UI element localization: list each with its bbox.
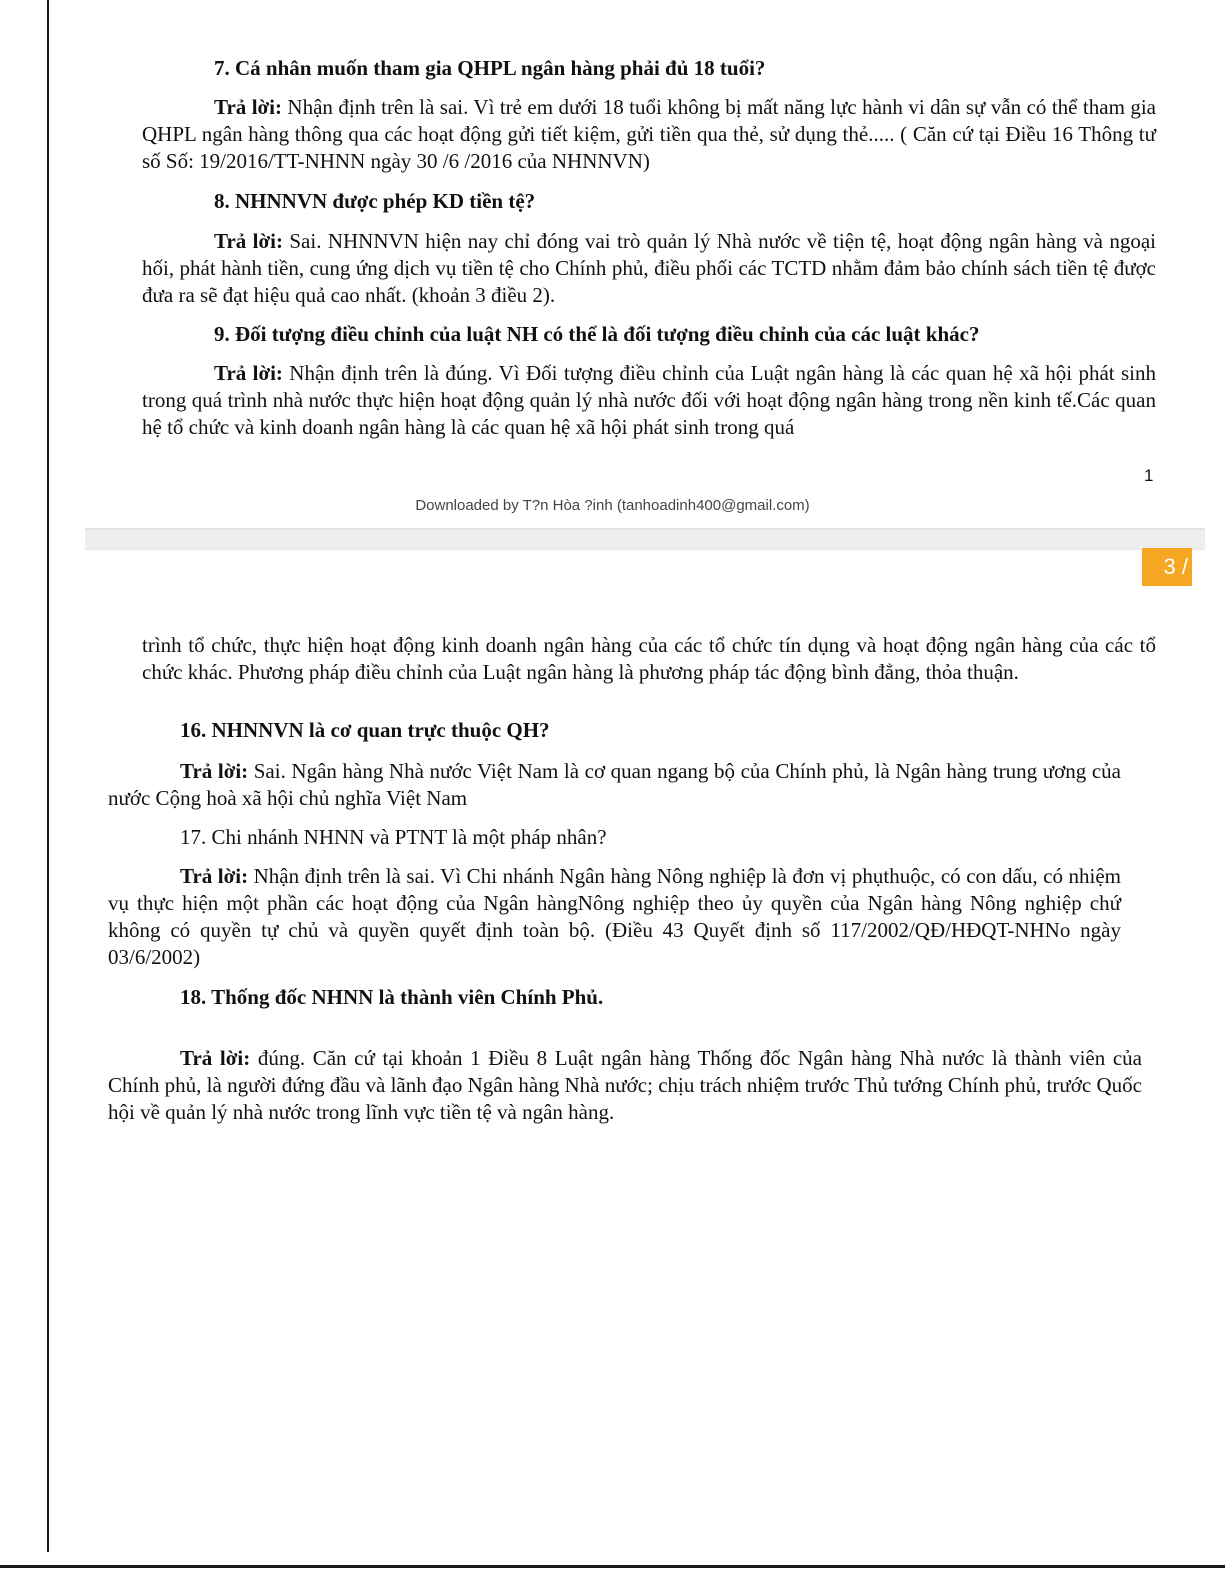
question-8-answer [142, 228, 1156, 309]
question-9-answer [142, 360, 1156, 441]
answer-label: Trả lời: [214, 361, 283, 385]
question-8-title: 8. NHNNVN được phép KD tiền tệ? [214, 189, 536, 213]
question-17-title: 17. Chi nhánh NHNN và PTNT là một pháp nhân? [180, 825, 607, 849]
question-16-answer [108, 758, 1121, 812]
document-page-2 [0, 550, 1225, 1550]
answer-text: Nhận định trên là sai. Vì trẻ em dưới 18 tuổi không bị mất năng lực hành vi dân sự vẫn có thể tham gia QHPL ngân hàng thông qua các hoạt động gửi tiết kiệm, gửi tiền qua thẻ, sử dụng thẻ..... ( Căn cứ tại Điều 16 Thông tư số Số: 19/2016/TT-NHNN ngày 30 /6 /2016 của NHNNVN) [142, 95, 1156, 173]
continuation-paragraph: trình tổ chức, thực hiện hoạt động kinh doanh ngân hàng của các tổ chức tín dụng và hoạt động ngân hàng của các tổ chức khác. Phương pháp điều chỉnh của Luật ngân hàng là phương pháp tác động bình đẳng, thỏa thuận. [142, 633, 1156, 684]
page-number: 1 [1144, 466, 1154, 485]
document-page-1 [0, 0, 1225, 528]
question-18-answer [108, 1045, 1142, 1126]
answer-text: Sai. Ngân hàng Nhà nước Việt Nam là cơ quan ngang bộ của Chính phủ, là Ngân hàng trung ương của nước Cộng hoà xã hội chủ nghĩa Việt Nam [108, 759, 1121, 810]
download-watermark: Downloaded by T?n Hòa ?inh (tanhoadinh400@gmail.com) [415, 497, 810, 514]
question-16-title: 16. NHNNVN là cơ quan trực thuộc QH? [180, 718, 550, 742]
page-separator [85, 528, 1205, 550]
question-17-answer [108, 863, 1121, 971]
answer-text: đúng. Căn cứ tại khoản 1 Điều 8 Luật ngân hàng Thống đốc Ngân hàng Nhà nước là thành viên của Chính phủ, là người đứng đầu và lãnh đạo Ngân hàng Nhà nước; chịu trách nhiệm trước Thủ tướng Chính phủ, trước Quốc hội về quản lý nhà nước trong lĩnh vực tiền tệ và ngân hàng. [108, 1046, 1143, 1124]
answer-label: Trả lời: [180, 864, 249, 888]
question-9-title: 9. Đối tượng điều chỉnh của luật NH có thể là đối tượng điều chỉnh của các luật khác? [214, 322, 980, 346]
answer-label: Trả lời: [180, 759, 249, 783]
page-bottom-border [0, 1565, 1225, 1568]
question-7-title: 7. Cá nhân muốn tham gia QHPL ngân hàng phải đủ 18 tuổi? [214, 56, 766, 80]
answer-label: Trả lời: [214, 95, 282, 119]
answer-label: Trả lời: [214, 229, 283, 253]
page-counter-badge: 3 / [1142, 548, 1192, 586]
answer-text: Nhận định trên là sai. Vì Chi nhánh Ngân hàng Nông nghiệp là đơn vị phụthuộc, có con dấu, có nhiệm vụ thực hiện một phần các hoạt động của Ngân hàngNông nghiệp theo ủy quyền của Ngân hàng Nông nghiệp chứ không có quyền tự chủ và quyền quyết định toàn bộ. (Điều 43 Quyết định số 117/2002/QĐ/HĐQT-NHNo ngày 03/6/2002) [108, 864, 1122, 969]
answer-label: Trả lời: [180, 1046, 251, 1070]
question-7-answer [142, 94, 1156, 175]
question-18-title: 18. Thống đốc NHNN là thành viên Chính Phủ. [180, 985, 604, 1009]
answer-text: Sai. NHNNVN hiện nay chỉ đóng vai trò quản lý Nhà nước về tiện tệ, hoạt động ngân hàng và ngoại hối, phát hành tiền, cung ứng dịch vụ tiền tệ cho Chính phủ, điều phối các TCTD nhằm đảm bảo chính sách tiền tệ được đưa ra sẽ đạt hiệu quả cao nhất. (khoản 3 điều 2). [142, 229, 1156, 307]
answer-text: Nhận định trên là đúng. Vì Đối tượng điều chỉnh của Luật ngân hàng là các quan hệ xã hội phát sinh trong quá trình nhà nước thực hiện hoạt động quản lý nhà nước đối với hoạt động ngân hàng trong nền kinh tế.Các quan hệ tổ chức và kinh doanh ngân hàng là các quan hệ xã hội phát sinh trong quá [142, 361, 1156, 439]
